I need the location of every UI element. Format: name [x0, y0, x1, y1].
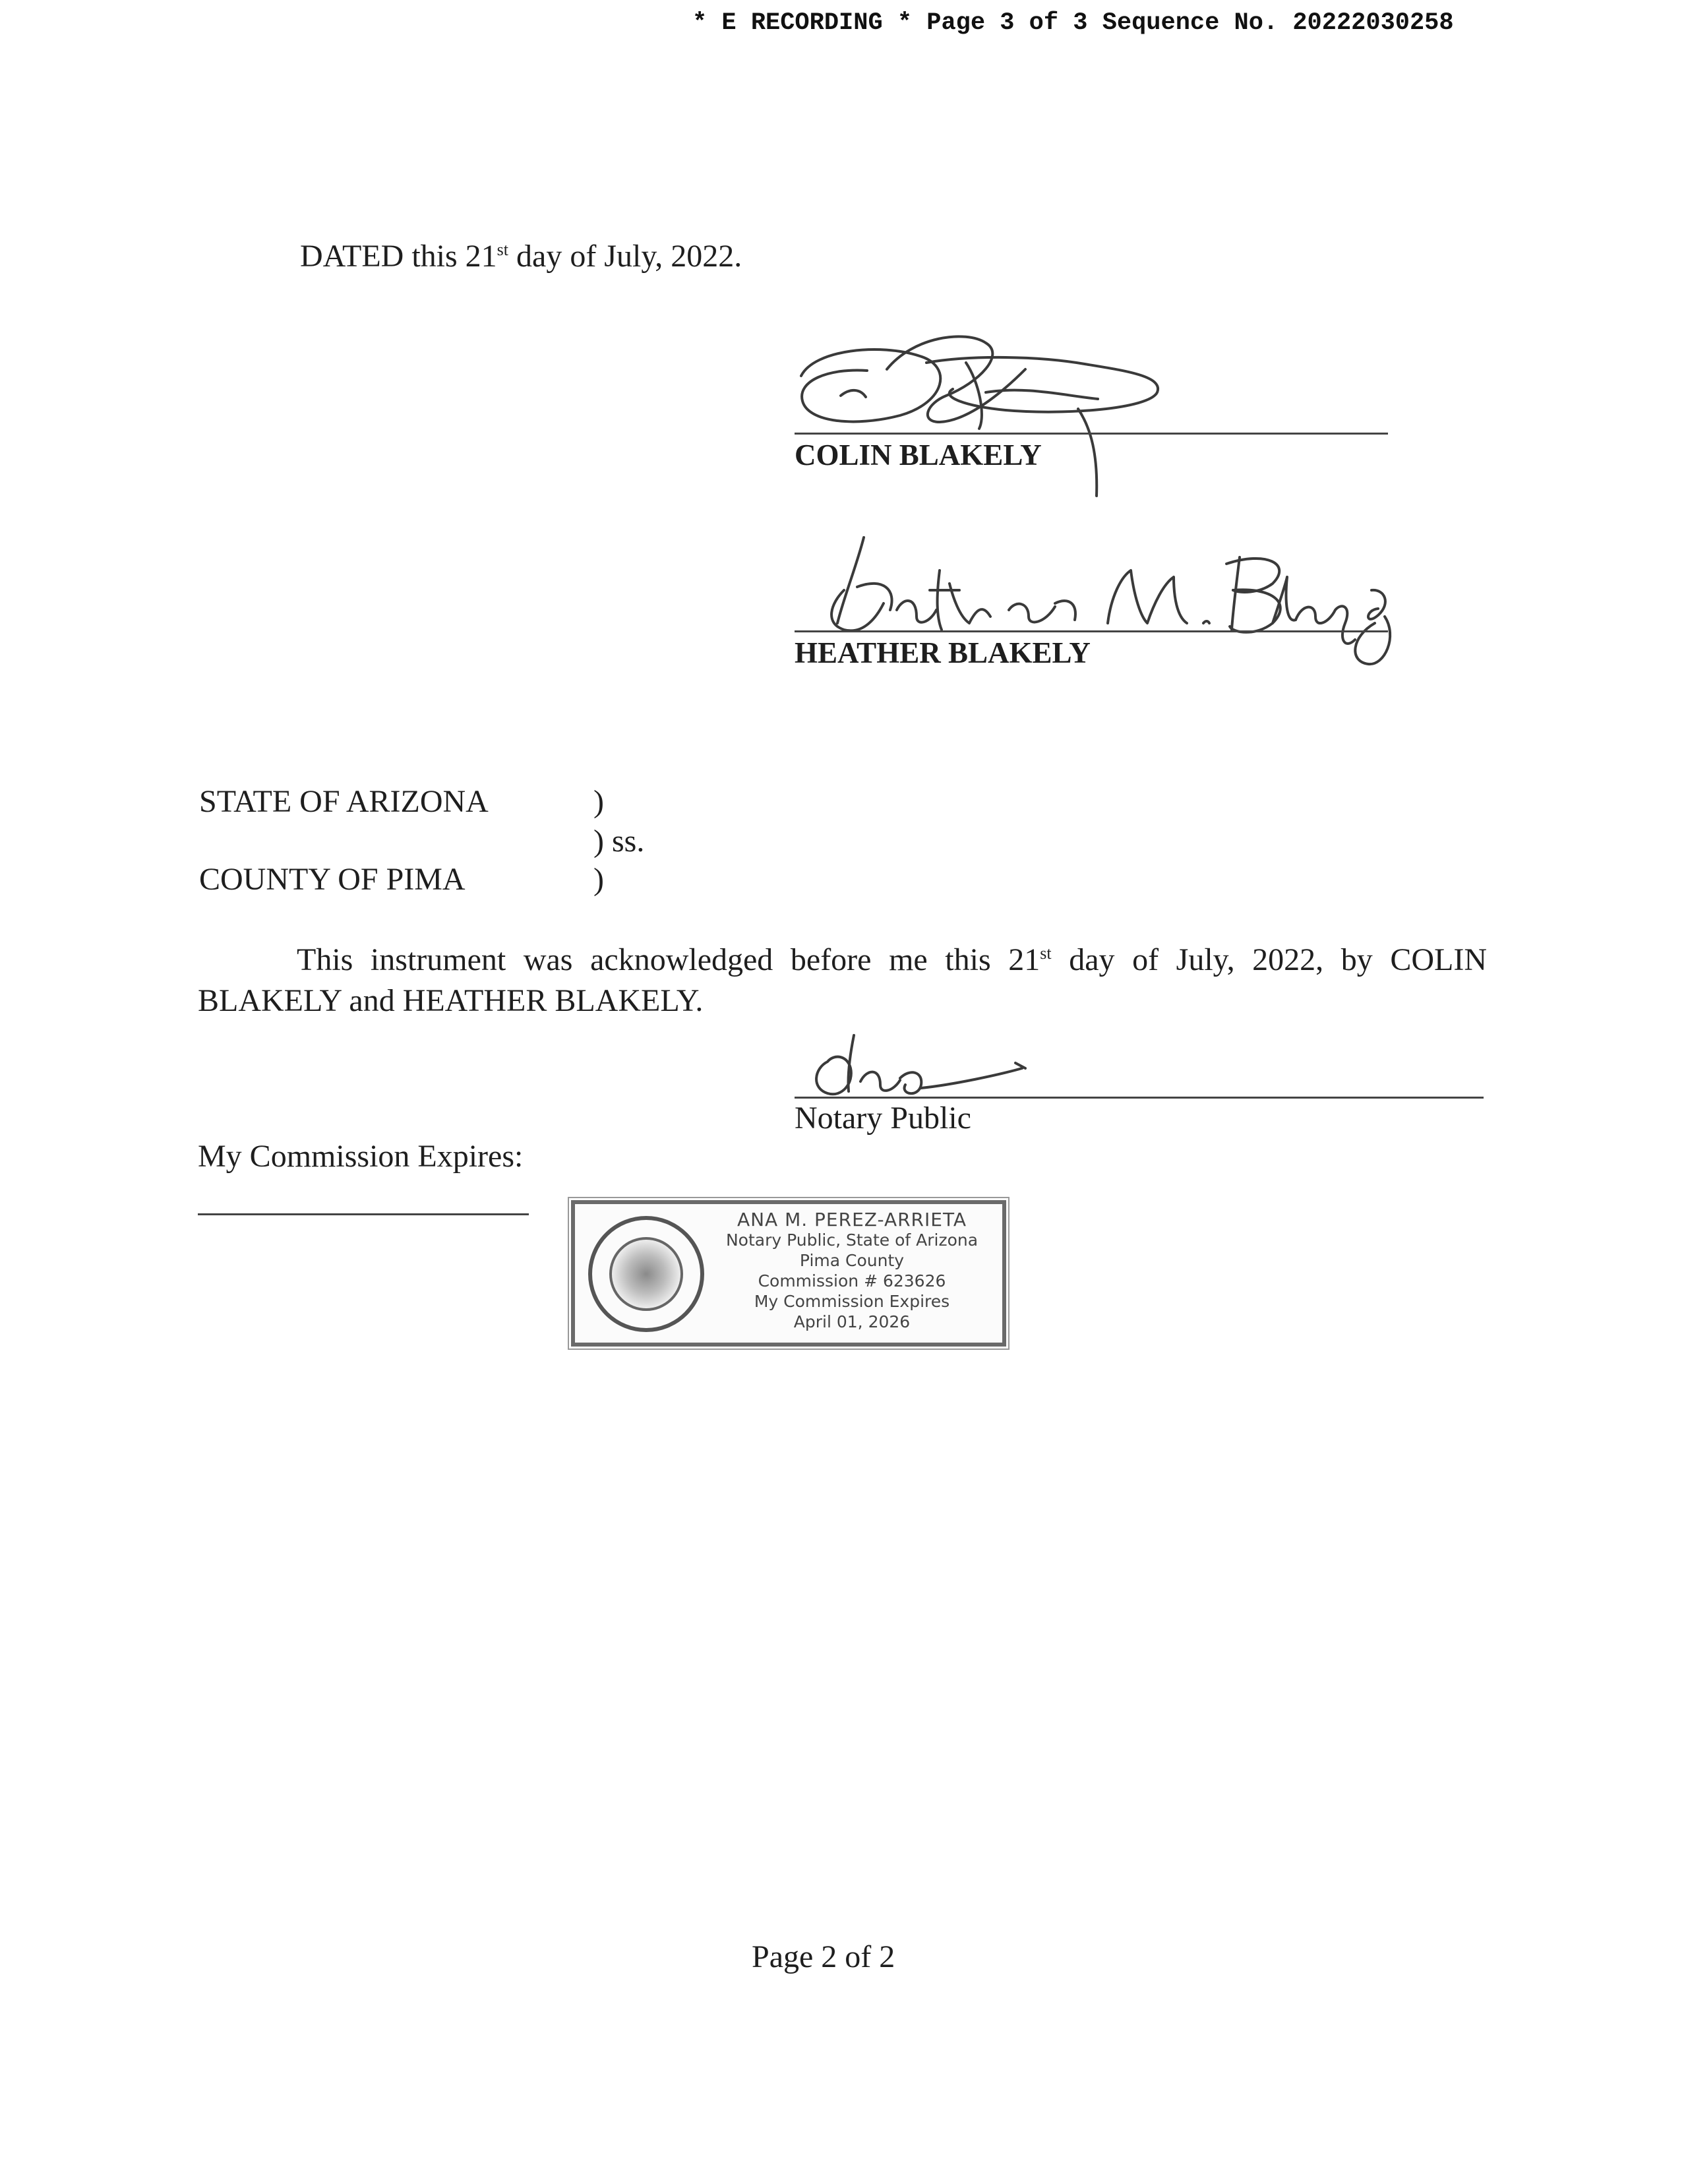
venue-county: COUNTY OF PIMA [199, 862, 466, 897]
recording-header: * E RECORDING * Page 3 of 3 Sequence No. 20222030258 [692, 9, 1454, 37]
dated-ordinal-suffix: st [497, 240, 509, 259]
stamp-notary-name: ANA M. PEREZ-ARRIETA [737, 1209, 967, 1230]
acknowledgment-after: day of July, 2022, by COLIN BLAKELY and HEATHER BLAKELY. [198, 942, 1487, 1018]
notary-stamp [571, 1200, 1006, 1347]
acknowledgment-before: This instrument was acknowledged before me this 21 [297, 942, 1040, 977]
commission-expires-line [198, 1213, 529, 1215]
stamp-commission-number: Commission # 623626 [758, 1271, 946, 1290]
stamp-expiration-date: April 01, 2026 [793, 1312, 911, 1331]
venue-paren-top: ) [593, 784, 604, 819]
colin-blakely-signature [788, 323, 1184, 508]
dated-prefix: DATED this 21 [300, 239, 497, 274]
venue-state: STATE OF ARIZONA [199, 784, 489, 819]
commission-expires-label: My Commission Expires: [198, 1139, 524, 1174]
page-number: Page 2 of 2 [752, 1939, 895, 1974]
stamp-county: Pima County [799, 1251, 905, 1270]
stamp-expires-label: My Commission Expires [754, 1292, 950, 1311]
stamp-notary-state: Notary Public, State of Arizona [725, 1230, 979, 1250]
acknowledgment-paragraph [198, 940, 1487, 1021]
dated-rest: day of July, 2022. [508, 239, 742, 274]
heather-blakely-name: HEATHER BLAKELY [795, 636, 1091, 669]
dated-line [300, 241, 742, 272]
arizona-state-seal-icon [588, 1216, 704, 1332]
acknowledgment-ordinal-suffix: st [1040, 944, 1052, 963]
venue-paren-bottom: ) [593, 862, 604, 897]
heather-signature-line [795, 630, 1388, 632]
notary-signature-line [795, 1097, 1484, 1099]
colin-blakely-name: COLIN BLAKELY [795, 439, 1042, 471]
stamp-text-block [700, 1209, 1004, 1332]
notary-signature [801, 1022, 1039, 1108]
colin-signature-line [795, 433, 1388, 435]
notary-public-label: Notary Public [795, 1101, 971, 1136]
venue-ss: ) ss. [593, 824, 645, 859]
